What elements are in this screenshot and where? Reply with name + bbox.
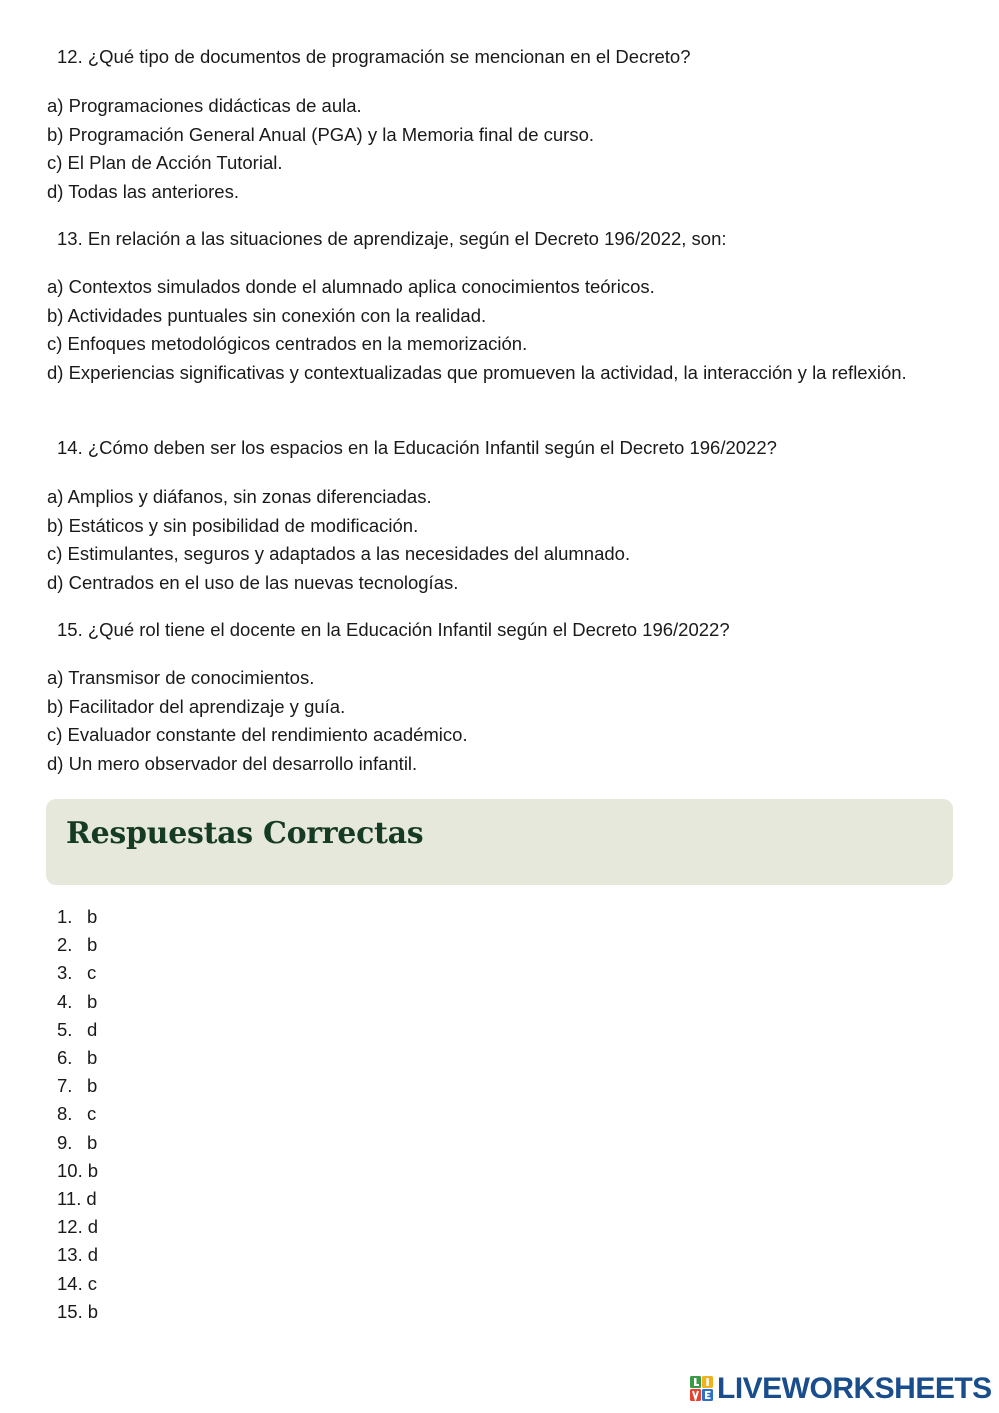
answer-item [57, 1072, 98, 1100]
answer-item [57, 1129, 98, 1157]
option-15a: a) Transmisor de conocimientos. [47, 667, 315, 688]
answer-item [57, 1241, 98, 1269]
answer-item [57, 1100, 98, 1128]
question-12-options [47, 92, 927, 206]
answer-number: 12. [57, 1216, 83, 1238]
answer-number: 8. [57, 1103, 73, 1125]
question-15-options [47, 664, 927, 778]
answer-item [57, 1185, 98, 1213]
answer-value: b [87, 934, 98, 956]
option-12c: c) El Plan de Acción Tutorial. [47, 152, 283, 173]
question-14-options [47, 483, 927, 597]
answers-list [57, 903, 98, 1326]
option-13c: c) Enfoques metodológicos centrados en la memorización. [47, 333, 528, 354]
answer-number: 15. [57, 1300, 83, 1322]
answer-value: d [87, 1018, 98, 1040]
liveworksheets-logo-icon [690, 1376, 714, 1402]
question-13-options [47, 273, 927, 387]
answers-title: Respuestas Correctas [66, 816, 424, 851]
option-14c: c) Estimulantes, seguros y adaptados a las necesidades del alumnado. [47, 543, 631, 564]
answer-value: c [87, 962, 97, 984]
answer-item [57, 1270, 98, 1298]
answer-number: 13. [57, 1244, 83, 1266]
answer-number: 5. [57, 1018, 73, 1040]
option-15c: c) Evaluador constante del rendimiento académico. [47, 724, 468, 745]
answer-item [57, 1157, 98, 1185]
answer-value: c [87, 1272, 97, 1294]
answer-value: b [87, 1047, 98, 1069]
answer-value: d [87, 1244, 99, 1266]
option-14a: a) Amplios y diáfanos, sin zonas diferenciadas. [47, 486, 432, 507]
answer-number: 10. [57, 1159, 83, 1181]
answer-number: 1. [57, 906, 73, 927]
answer-number: 9. [57, 1131, 73, 1153]
option-12a: a) Programaciones didácticas de aula. [47, 95, 362, 116]
question-15: 15. ¿Qué rol tiene el docente en la Educación Infantil según el Decreto 196/2022? [57, 619, 730, 640]
answer-item [57, 903, 98, 931]
answer-value: d [86, 1188, 97, 1210]
answer-value: b [87, 1159, 99, 1181]
answer-number: 11. [57, 1188, 82, 1210]
answer-value: b [87, 906, 98, 927]
question-14: 14. ¿Cómo deben ser los espacios en la Educación Infantil según el Decreto 196/2022? [57, 437, 777, 458]
answer-number: 2. [57, 934, 73, 956]
liveworksheets-logo[interactable] [690, 1373, 992, 1405]
option-13b: b) Actividades puntuales sin conexión con la realidad. [47, 304, 487, 326]
option-13a: a) Contextos simulados donde el alumnado aplica conocimientos teóricos. [47, 276, 655, 297]
answer-value: b [87, 1131, 98, 1153]
answers-header-panel [46, 799, 953, 885]
question-12: 12. ¿Qué tipo de documentos de programación se mencionan en el Decreto? [57, 46, 691, 67]
question-13: 13. En relación a las situaciones de aprendizaje, según el Decreto 196/2022, son: [57, 228, 727, 249]
answer-item [57, 931, 98, 959]
answer-value: b [87, 1300, 99, 1322]
answer-number: 3. [57, 962, 73, 984]
answer-number: 4. [57, 990, 73, 1012]
answer-number: 6. [57, 1047, 73, 1069]
option-12b: b) Programación General Anual (PGA) y la Memoria final de curso. [47, 123, 595, 145]
answer-value: d [87, 1216, 99, 1238]
answer-number: 14. [57, 1272, 83, 1294]
option-15d: d) Un mero observador del desarrollo infantil. [47, 752, 418, 774]
answer-item [57, 959, 98, 987]
answer-item [57, 988, 98, 1016]
answer-item [57, 1298, 98, 1326]
answer-number: 7. [57, 1075, 73, 1097]
answer-item [57, 1044, 98, 1072]
answer-item [57, 1016, 98, 1044]
answer-value: c [87, 1103, 97, 1125]
option-13d: d) Experiencias significativas y contextualizadas que promueven la actividad, la interacción y la reflexión. [47, 361, 907, 383]
option-14d: d) Centrados en el uso de las nuevas tecnologías. [47, 571, 459, 593]
answer-value: b [87, 990, 98, 1012]
liveworksheets-logo-text: LIVEWORKSHEETS [717, 1372, 992, 1405]
option-15b: b) Facilitador del aprendizaje y guía. [47, 695, 346, 717]
option-14b: b) Estáticos y sin posibilidad de modificación. [47, 514, 419, 536]
answer-value: b [87, 1075, 98, 1097]
option-12d: d) Todas las anteriores. [47, 180, 239, 202]
answer-item [57, 1213, 98, 1241]
